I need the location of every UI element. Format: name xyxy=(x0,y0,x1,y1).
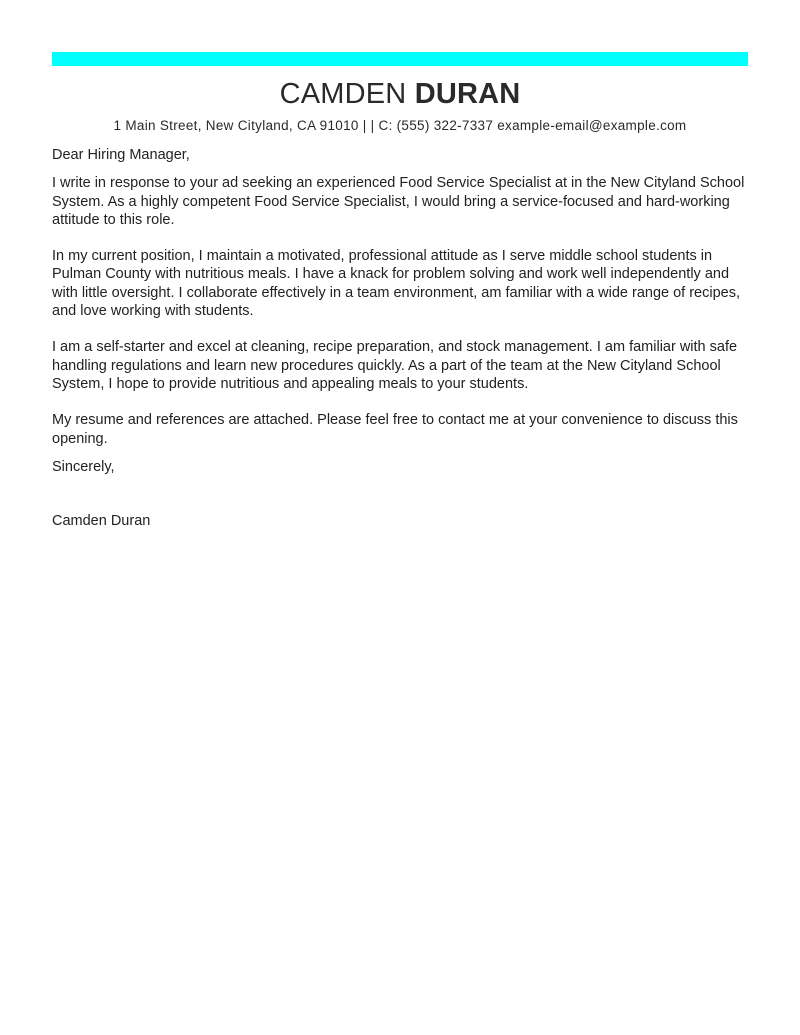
paragraph-1: I write in response to your ad seeking an experienced Food Service Specialist at in the New Cityland School System. As a highly competent Food Service Specialist, I would bring a service-focused and hard-working attitude to this role. xyxy=(52,175,745,228)
paragraph-3: I am a self-starter and excel at cleaning, recipe preparation, and stock management. I am familiar with safe handling regulations and learn new procedures quickly. As a part of the team at the New Cityland School System, I hope to provide nutritious and appealing meals to your students. xyxy=(52,339,738,392)
applicant-first-name: CAMDEN xyxy=(279,78,407,110)
salutation: Dear Hiring Manager, xyxy=(52,147,190,163)
closing: Sincerely, xyxy=(52,458,115,475)
paragraph-2: In my current position, I maintain a motivated, professional attitude as I serve middle school students in Pulman County with nutritious meals. I have a knack for problem solving and work well independently and with little oversight. I collaborate effectively in a team environment, am familiar with a wide range of recipes, and love working with students. xyxy=(52,248,740,320)
contact-info: 1 Main Street, New Cityland, CA 91010 | | C: (555) 322-7337 example-email@example.com xyxy=(113,118,687,133)
paragraph-4: My resume and references are attached. Please feel free to contact me at your convenience to discuss this opening. xyxy=(52,412,738,447)
applicant-name xyxy=(0,76,800,112)
header-accent-bar xyxy=(52,52,748,66)
signature-name: Camden Duran xyxy=(52,513,151,530)
applicant-last-name: DURAN xyxy=(414,78,521,110)
letter-body xyxy=(52,146,752,530)
